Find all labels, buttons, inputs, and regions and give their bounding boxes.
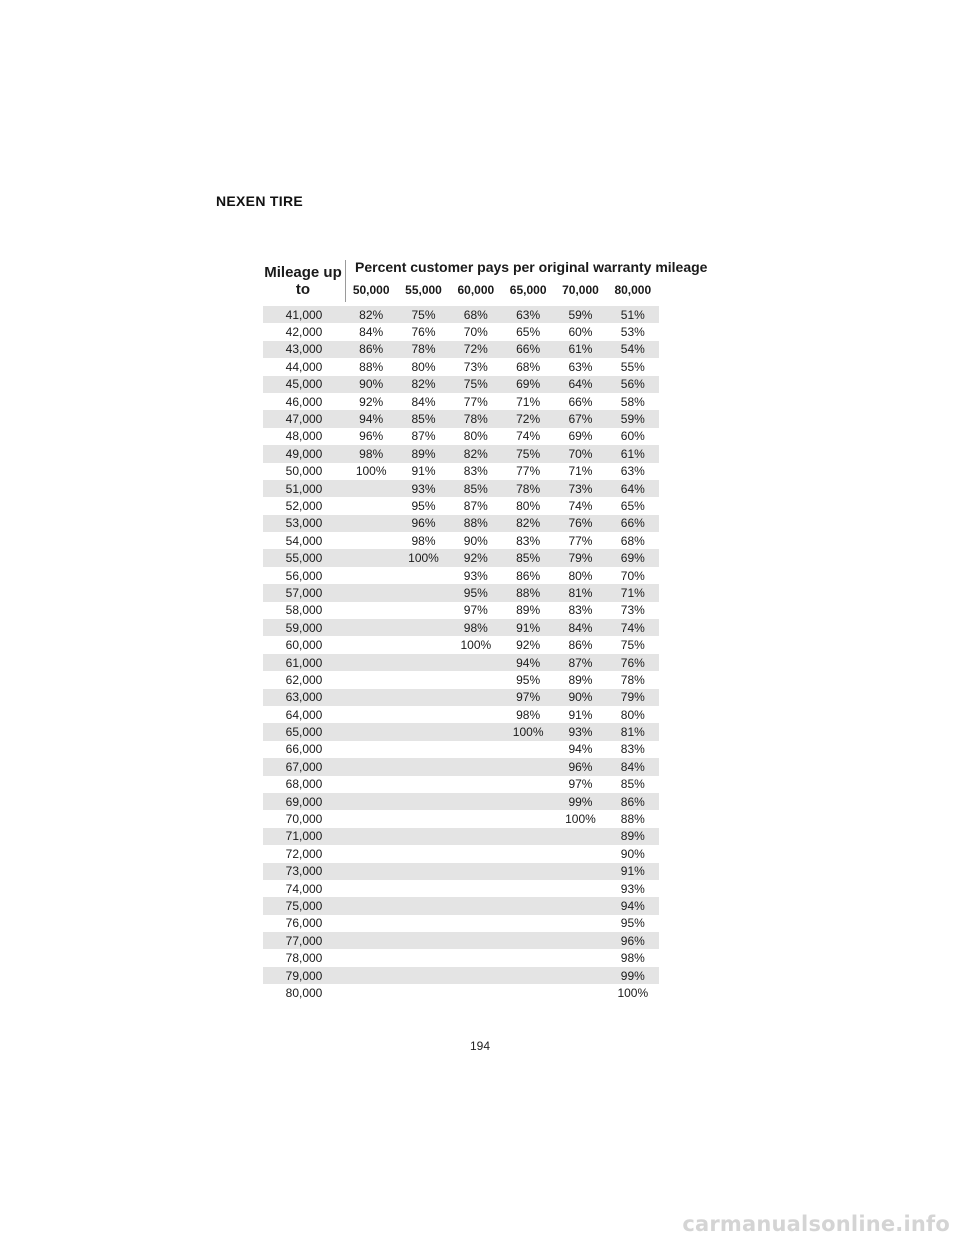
table-row [263, 706, 659, 723]
mileage-cell: 72,000 [285, 846, 323, 861]
mileage-cell: 63,000 [285, 690, 323, 705]
percent-cell: 63% [568, 359, 593, 374]
percent-cell: 54% [620, 342, 645, 357]
percent-cell: 82% [411, 377, 436, 392]
percent-cell: 96% [359, 429, 384, 444]
mileage-cell: 41,000 [285, 307, 323, 322]
percent-cell: 76% [620, 655, 645, 670]
mileage-cell: 66,000 [285, 742, 323, 757]
percent-cell: 96% [568, 759, 593, 774]
percent-cell: 93% [463, 568, 488, 583]
mileage-cell: 75,000 [285, 898, 323, 913]
percent-cell: 82% [516, 516, 541, 531]
percent-cell: 96% [620, 933, 645, 948]
table-row [263, 828, 659, 845]
percent-cell: 91% [411, 464, 436, 479]
percent-cell: 80% [516, 498, 541, 513]
section-title: NEXEN TIRE [216, 193, 304, 209]
table-row [263, 532, 659, 549]
percent-cell: 91% [516, 620, 541, 635]
percent-cell: 84% [411, 394, 436, 409]
percent-cell: 73% [463, 359, 488, 374]
table-row [263, 845, 659, 862]
percent-cell: 78% [411, 342, 436, 357]
percent-cell: 68% [620, 533, 645, 548]
percent-cell: 83% [516, 533, 541, 548]
percent-cell: 56% [620, 377, 645, 392]
percent-cell: 82% [463, 446, 488, 461]
mileage-header: Mileage up to [264, 264, 342, 298]
percent-cell: 98% [620, 951, 645, 966]
percent-cell: 85% [411, 412, 436, 427]
mileage-cell: 76,000 [285, 916, 323, 931]
mileage-cell: 70,000 [285, 812, 323, 827]
percent-cell: 87% [411, 429, 436, 444]
table-row [263, 810, 659, 827]
percent-cell: 100% [355, 464, 387, 479]
table-row [263, 480, 659, 497]
column-header: 50,000 [352, 283, 390, 297]
mileage-cell: 56,000 [285, 568, 323, 583]
percent-cell: 81% [568, 585, 593, 600]
percent-cell: 83% [463, 464, 488, 479]
percent-cell: 97% [463, 603, 488, 618]
percent-cell: 90% [620, 846, 645, 861]
percent-cell: 98% [411, 533, 436, 548]
percent-cell: 99% [620, 968, 645, 983]
percent-cell: 97% [568, 777, 593, 792]
percent-cell: 75% [411, 307, 436, 322]
percent-cell: 59% [620, 412, 645, 427]
table-row [263, 967, 659, 984]
mileage-cell: 44,000 [285, 359, 323, 374]
percent-cell: 95% [463, 585, 488, 600]
percent-cell: 71% [620, 585, 645, 600]
percent-cell: 80% [463, 429, 488, 444]
percent-cell: 85% [516, 551, 541, 566]
percent-cell: 53% [620, 325, 645, 340]
mileage-cell: 68,000 [285, 777, 323, 792]
percent-cell: 100% [460, 638, 492, 653]
mileage-cell: 42,000 [285, 325, 323, 340]
percent-cell: 85% [463, 481, 488, 496]
percent-cell: 67% [568, 412, 593, 427]
percent-cell: 75% [620, 638, 645, 653]
percent-cell: 94% [359, 412, 384, 427]
percent-cell: 92% [463, 551, 488, 566]
percent-cell: 74% [516, 429, 541, 444]
percent-cell: 51% [620, 307, 645, 322]
table-row [263, 671, 659, 688]
percent-cell: 91% [568, 707, 593, 722]
table-row [263, 741, 659, 758]
percent-cell: 86% [359, 342, 384, 357]
percent-cell: 80% [620, 707, 645, 722]
table-row [263, 358, 659, 375]
percent-cell: 77% [516, 464, 541, 479]
table-row [263, 428, 659, 445]
percent-cell: 84% [620, 759, 645, 774]
percent-cell: 64% [620, 481, 645, 496]
table-row [263, 567, 659, 584]
percent-cell: 88% [463, 516, 488, 531]
warranty-table [263, 256, 708, 1002]
percent-cell: 89% [411, 446, 436, 461]
percent-cell: 63% [620, 464, 645, 479]
percent-cell: 84% [359, 325, 384, 340]
mileage-cell: 46,000 [285, 394, 323, 409]
percent-cell: 91% [620, 864, 645, 879]
percent-cell: 89% [620, 829, 645, 844]
percent-cell: 64% [568, 377, 593, 392]
percent-cell: 78% [620, 672, 645, 687]
percent-cell: 60% [620, 429, 645, 444]
percent-cell: 65% [516, 325, 541, 340]
table-row [263, 463, 659, 480]
mileage-cell: 62,000 [285, 672, 323, 687]
table-row [263, 549, 659, 566]
percent-cell: 94% [516, 655, 541, 670]
percent-cell: 71% [568, 464, 593, 479]
percent-cell: 87% [568, 655, 593, 670]
table-row [263, 654, 659, 671]
table-row [263, 776, 659, 793]
percent-cell: 97% [516, 690, 541, 705]
mileage-cell: 50,000 [285, 464, 323, 479]
column-header: 65,000 [509, 283, 547, 297]
percent-cell: 98% [463, 620, 488, 635]
mileage-cell: 64,000 [285, 707, 323, 722]
percent-cell: 69% [620, 551, 645, 566]
percent-cell: 77% [568, 533, 593, 548]
table-row [263, 323, 659, 340]
percent-cell: 98% [516, 707, 541, 722]
table-row [263, 410, 659, 427]
mileage-cell: 51,000 [285, 481, 323, 496]
mileage-cell: 45,000 [285, 377, 323, 392]
percent-cell: 61% [620, 446, 645, 461]
percent-cell: 60% [568, 325, 593, 340]
mileage-cell: 78,000 [285, 951, 323, 966]
percent-cell: 74% [568, 498, 593, 513]
table-row [263, 689, 659, 706]
table-row [263, 949, 659, 966]
percent-cell: 96% [411, 516, 436, 531]
percent-cell: 80% [411, 359, 436, 374]
table-header [263, 256, 708, 306]
percent-cell: 88% [359, 359, 384, 374]
mileage-cell: 79,000 [285, 968, 323, 983]
table-row [263, 602, 659, 619]
percent-cell: 55% [620, 359, 645, 374]
percent-cell: 81% [620, 725, 645, 740]
percent-cell: 69% [568, 429, 593, 444]
table-row [263, 341, 659, 358]
percent-cell: 66% [516, 342, 541, 357]
percent-cell: 93% [568, 725, 593, 740]
table-row [263, 376, 659, 393]
mileage-cell: 71,000 [285, 829, 323, 844]
table-row [263, 915, 659, 932]
table-row [263, 897, 659, 914]
mileage-cell: 43,000 [285, 342, 323, 357]
column-header: 70,000 [562, 283, 599, 297]
table-row [263, 758, 659, 775]
percent-cell: 70% [620, 568, 645, 583]
percent-cell: 100% [565, 812, 596, 827]
mileage-cell: 49,000 [285, 446, 323, 461]
percent-cell: 79% [620, 690, 645, 705]
percent-cell: 69% [516, 377, 541, 392]
table-row [263, 445, 659, 462]
percent-cell: 100% [617, 985, 649, 1000]
percent-cell: 100% [408, 551, 439, 566]
mileage-cell: 59,000 [285, 620, 323, 635]
percent-cell: 75% [516, 446, 541, 461]
table-row [263, 984, 659, 1001]
percent-cell: 93% [620, 881, 645, 896]
column-header: 55,000 [405, 283, 442, 297]
percent-cell: 68% [516, 359, 541, 374]
table-row [263, 932, 659, 949]
percent-cell: 79% [568, 551, 593, 566]
percent-cell: 94% [620, 898, 645, 913]
percent-cell: 63% [516, 307, 541, 322]
percent-cell: 82% [359, 307, 384, 322]
percent-cell: 90% [568, 690, 593, 705]
column-header: 80,000 [614, 283, 652, 297]
percent-cell: 72% [463, 342, 488, 357]
mileage-cell: 77,000 [285, 933, 323, 948]
table-row [263, 497, 659, 514]
percent-cell: 68% [463, 307, 488, 322]
percent-cell: 70% [568, 446, 593, 461]
percent-cell: 89% [568, 672, 593, 687]
mileage-cell: 54,000 [285, 533, 323, 548]
table-row [263, 515, 659, 532]
percent-cell: 99% [568, 794, 593, 809]
percent-cell: 80% [568, 568, 593, 583]
percent-cell: 59% [568, 307, 593, 322]
mileage-cell: 61,000 [285, 655, 323, 670]
mileage-cell: 60,000 [285, 638, 323, 653]
mileage-cell: 65,000 [285, 725, 323, 740]
table-row [263, 619, 659, 636]
percent-cell: 86% [516, 568, 541, 583]
percent-cell: 73% [620, 603, 645, 618]
percent-cell: 100% [512, 725, 544, 740]
column-headers [345, 283, 659, 297]
percent-cell: 92% [359, 394, 384, 409]
percent-cell: 88% [620, 812, 645, 827]
percent-cell: 95% [516, 672, 541, 687]
percent-cell: 58% [620, 394, 645, 409]
percent-cell: 74% [620, 620, 645, 635]
table-row [263, 863, 659, 880]
mileage-cell: 47,000 [285, 412, 323, 427]
table-row [263, 793, 659, 810]
percent-cell: 77% [463, 394, 488, 409]
percent-cell: 86% [620, 794, 645, 809]
percent-cell: 61% [568, 342, 593, 357]
group-header: Percent customer pays per original warranty mileage [355, 259, 708, 275]
percent-cell: 94% [568, 742, 593, 757]
percent-cell: 78% [516, 481, 541, 496]
percent-cell: 86% [568, 638, 593, 653]
column-header: 60,000 [457, 283, 495, 297]
percent-cell: 90% [359, 377, 384, 392]
percent-cell: 84% [568, 620, 593, 635]
table-row [263, 393, 659, 410]
mileage-cell: 69,000 [285, 794, 323, 809]
percent-cell: 83% [620, 742, 645, 757]
percent-cell: 66% [620, 516, 645, 531]
percent-cell: 83% [568, 603, 593, 618]
mileage-cell: 53,000 [285, 516, 323, 531]
percent-cell: 93% [411, 481, 436, 496]
percent-cell: 98% [359, 446, 384, 461]
percent-cell: 71% [516, 394, 541, 409]
percent-cell: 76% [411, 325, 436, 340]
percent-cell: 87% [463, 498, 488, 513]
table-body [263, 306, 659, 1002]
table-row [263, 584, 659, 601]
mileage-cell: 57,000 [285, 585, 323, 600]
percent-cell: 95% [620, 916, 645, 931]
table-row [263, 880, 659, 897]
percent-cell: 78% [463, 412, 488, 427]
table-row [263, 723, 659, 740]
mileage-cell: 58,000 [285, 603, 323, 618]
percent-cell: 75% [463, 377, 488, 392]
percent-cell: 72% [516, 412, 541, 427]
percent-cell: 92% [516, 638, 541, 653]
mileage-cell: 74,000 [285, 881, 323, 896]
mileage-cell: 80,000 [285, 985, 323, 1000]
watermark: carmanualsonline.info [682, 1212, 950, 1236]
percent-cell: 76% [568, 516, 593, 531]
percent-cell: 70% [463, 325, 488, 340]
mileage-cell: 67,000 [285, 759, 323, 774]
mileage-cell: 52,000 [285, 498, 323, 513]
percent-cell: 66% [568, 394, 593, 409]
percent-cell: 90% [463, 533, 488, 548]
page-number: 194 [469, 1039, 491, 1053]
table-row [263, 636, 659, 653]
percent-cell: 89% [516, 603, 541, 618]
mileage-cell: 55,000 [285, 551, 323, 566]
mileage-cell: 73,000 [285, 864, 323, 879]
percent-cell: 88% [516, 585, 541, 600]
percent-cell: 95% [411, 498, 436, 513]
percent-cell: 65% [620, 498, 645, 513]
percent-cell: 85% [620, 777, 645, 792]
mileage-cell: 48,000 [285, 429, 323, 444]
percent-cell: 73% [568, 481, 593, 496]
table-row [263, 306, 659, 323]
